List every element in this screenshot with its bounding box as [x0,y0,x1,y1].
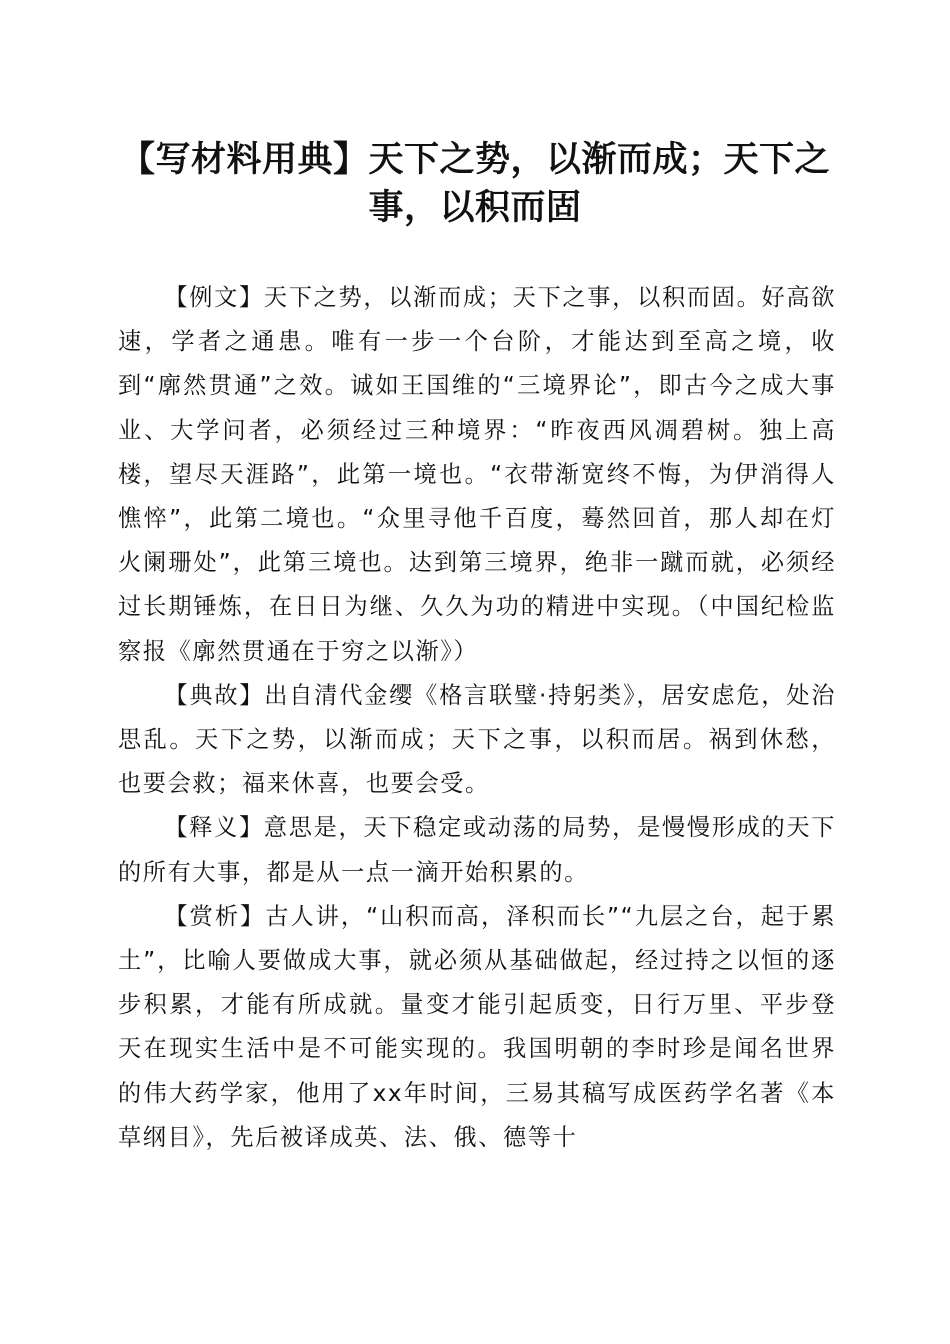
document-body [118,276,836,1160]
paragraph-appreciation: 【赏析】古人讲，“山积而高，泽积而长”“九层之台，起于累土”，比喻人要做成大事，就必须从基础做起，经过持之以恒的逐步积累，才能有所成就。量变才能引起质变，日行万里、平步登天在现实生活中是不可能实现的。我国明朝的李时珍是闻名世界的伟大药学家，他用了xx年时间，三易其稿写成医药学名著《本草纲目》，先后被译成英、法、俄、德等十 [118,902,836,1151]
paragraph-meaning: 【释义】意思是，天下稳定或动荡的局势，是慢慢形成的天下的所有大事，都是从一点一滴开始积累的。 [118,814,836,886]
paragraph-example: 【例文】天下之势，以渐而成；天下之事，以积而固。好高欲速，学者之通患。唯有一步一个台阶，才能达到至高之境，收到“廓然贯通”之效。诚如王国维的“三境界论”，即古今之成大事业、大学问者，必须经过三种境界：“昨夜西风凋碧树。独上高楼，望尽天涯路”，此第一境也。“衣带渐宽终不悔，为伊消得人憔悴”，此第二境也。“众里寻他千百度，蓦然回首，那人却在灯火阑珊处”，此第三境也。达到第三境界，绝非一蹴而就，必须经过长期锤炼，在日日为继、久久为功的精进中实现。（中国纪检监察报《廓然贯通在于穷之以渐》） [118,284,836,665]
paragraph-allusion: 【典故】出自清代金缨《格言联璧·持躬类》，居安虑危，处治思乱。天下之势，以渐而成；天下之事，以积而居。祸到休愁，也要会救；福来休喜，也要会受。 [118,681,836,798]
document-title: 【写材料用典】天下之势，以渐而成；天下之事，以积而固 [119,139,830,228]
